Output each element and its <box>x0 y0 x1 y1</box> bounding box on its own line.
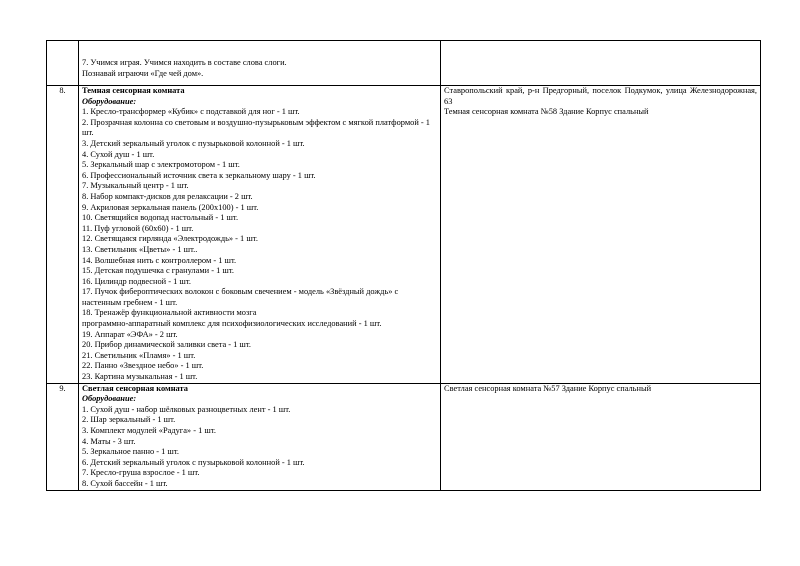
list-item: 4. Маты - 3 шт. <box>82 436 136 446</box>
table-row-8 <box>47 86 761 384</box>
list-item: 8. Сухой бассейн - 1 шт. <box>82 478 168 488</box>
table-row-7 <box>47 41 761 86</box>
list-item: 23. Картина музыкальная - 1 шт. <box>82 372 198 382</box>
list-item: 12. Светящаяся гирлянда «Электродождь» - 1 шт. <box>82 234 258 244</box>
list-item: 8. Набор компакт-дисков для релаксации - 2 шт. <box>82 191 253 201</box>
list-item: 7. Кресло-груша взрослое - 1 шт. <box>82 468 200 478</box>
equipment-cell <box>79 383 441 490</box>
list-item: 1. Кресло-трансформер «Кубик» с подставкой для ног - 1 шт. <box>82 107 300 117</box>
list-item: 14. Волшебная нить с контроллером - 1 шт. <box>82 255 237 265</box>
list-item: 5. Зеркальное панно - 1 шт. <box>82 447 179 457</box>
room-title: Темная сенсорная комната <box>82 86 185 95</box>
row-number: 8. <box>59 86 66 95</box>
row-number-cell <box>47 41 79 86</box>
location-room: Темная сенсорная комната №58 Здание Корпус спальный <box>444 107 649 117</box>
list-item: 10. Светящийся водопад настольный - 1 шт. <box>82 213 239 223</box>
list-item: 4. Сухой душ - 1 шт. <box>82 149 155 159</box>
list-item: 22. Панно «Звездное небо» - 1 шт. <box>82 361 204 371</box>
location-room: Светлая сенсорная комната №57 Здание Корпус спальный <box>444 383 652 393</box>
location-address: Ставропольский край, р-н Предгорный, поселок Подкумок, улица Железнодорожная, 63 <box>444 86 757 106</box>
list-item: 11. Пуф угловой (60х60) - 1 шт. <box>82 223 194 233</box>
list-item: 15. Детская подушечка с гранулами - 1 шт. <box>82 266 234 276</box>
list-item: 3. Детский зеркальный уголок с пузырьковой колонной - 1 шт. <box>82 138 305 148</box>
location-cell <box>441 383 761 490</box>
list-item: 21. Светильник «Пламя» - 1 шт. <box>82 350 196 360</box>
list-item: 5. Зеркальный шар с электромотором - 1 шт. <box>82 160 240 170</box>
row-number-cell <box>47 86 79 384</box>
list-item: 16. Цилиндр подвесной - 1 шт. <box>82 276 191 286</box>
list-item: 7. Учимся играя. Учимся находить в составе слова слоги. <box>82 58 287 67</box>
location-cell <box>441 86 761 384</box>
list-item: 2. Шар зеркальный - 1 шт. <box>82 415 176 425</box>
row-number: 9. <box>59 383 66 393</box>
list-item: 3. Комплект модулей «Радуга» - 1 шт. <box>82 426 216 435</box>
equipment-label: Оборудование: <box>82 394 137 404</box>
list-item: 13. Светильник «Цветы» - 1 шт.. <box>82 244 198 254</box>
table-row-9 <box>47 383 761 490</box>
list-item: 6. Профессиональный источник света к зеркальному шару - 1 шт. <box>82 170 316 180</box>
location-cell <box>441 41 761 86</box>
list-item: 17. Пучок фибероптических волокон с боковым свечением - модель «Звёздный дождь» с настенным гребнем - 1 шт. <box>82 287 399 307</box>
list-item: 19. Аппарат «ЭФА» - 2 шт. <box>82 329 178 339</box>
equipment-cell <box>79 86 441 384</box>
list-item: 18. Тренажёр функциональной активности мозга <box>82 308 257 318</box>
list-item: 6. Детский зеркальный уголок с пузырьковой колонной - 1 шт. <box>82 457 305 467</box>
row-number-cell <box>47 383 79 490</box>
list-item: Познавай играючи «Где чей дом». <box>82 68 204 78</box>
room-title: Светлая сенсорная комната <box>82 383 188 393</box>
equipment-table <box>46 40 761 491</box>
equipment-cell <box>79 41 441 86</box>
list-item: 7. Музыкальный центр - 1 шт. <box>82 181 189 191</box>
list-item: 1. Сухой душ - набор шёлковых разноцветных лент - 1 шт. <box>82 404 291 414</box>
equipment-label: Оборудование: <box>82 96 137 106</box>
list-item: 2. Прозрачная колонна со световым и воздушно-пузырьковым эффектом с мягкой платформой - 1 шт. <box>82 117 430 138</box>
list-item: 20. Прибор динамической заливки света - 1 шт. <box>82 340 252 350</box>
list-item: 9. Акриловая зеркальная панель (200х100) - 1 шт. <box>82 202 259 212</box>
list-item: программно-аппаратный комплекс для психофизиологических исследований - 1 шт. <box>82 319 382 329</box>
